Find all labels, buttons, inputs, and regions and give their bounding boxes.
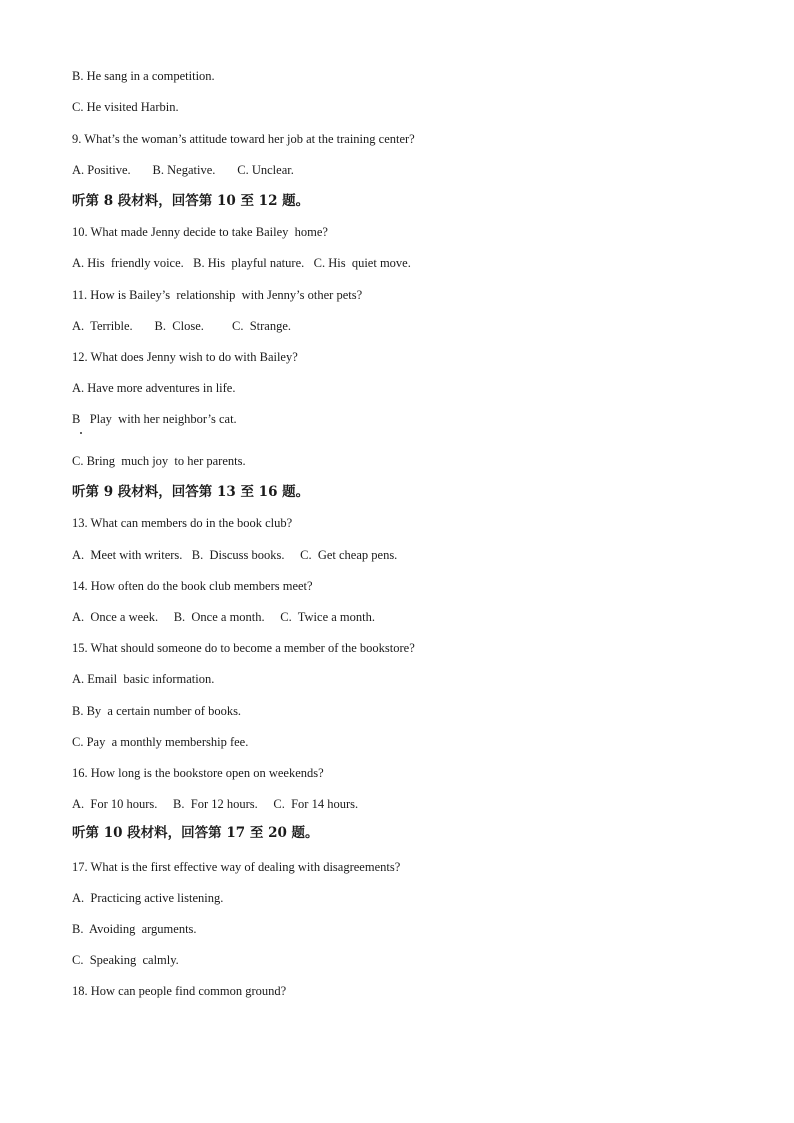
option-b-competition: B. He sang in a competition. [72,69,215,83]
section-heading-9: 听第 9 段材料，回答第 13 至 16 题。 [72,484,310,500]
question-16-options: A. For 10 hours. B. For 12 hours. C. For 14 hours. [72,797,359,811]
question-15-option-b: B. By a certain number of books. [72,704,242,718]
question-13: 13. What can members do in the book club? [72,516,293,530]
question-17-option-b: B. Avoiding arguments. [72,922,197,936]
section-heading-10: 听第 10 段材料，回答第 17 至 20 题。 [72,825,319,841]
question-9-options: A. Positive. B. Negative. C. Unclear. [72,163,294,177]
question-12-option-b: B Play with her neighbor’s cat. [72,412,237,426]
question-12-option-a: A. Have more adventures in life. [72,381,236,395]
section-heading-8: 听第 8 段材料，回答第 10 至 12 题。 [72,193,310,209]
question-12: 12. What does Jenny wish to do with Bailey? [72,350,298,364]
question-10: 10. What made Jenny decide to take Bailey home? [72,225,328,239]
question-10-options: A. His friendly voice. B. His playful nature. C. His quiet move. [72,256,411,270]
question-15: 15. What should someone do to become a member of the bookstore? [72,641,415,655]
question-17-option-c: C. Speaking calmly. [72,953,179,967]
question-14: 14. How often do the book club members meet? [72,579,313,593]
question-11: 11. How is Bailey’s relationship with Jenny’s other pets? [72,288,363,302]
question-17-option-a: A. Practicing active listening. [72,891,224,905]
question-11-options: A. Terrible. B. Close. C. Strange. [72,319,292,333]
question-15-option-c: C. Pay a monthly membership fee. [72,735,249,749]
question-15-option-a: A. Email basic information. [72,672,215,686]
question-18: 18. How can people find common ground? [72,984,287,998]
option-c-harbin: C. He visited Harbin. [72,100,179,114]
question-17: 17. What is the first effective way of dealing with disagreements? [72,860,401,874]
question-9: 9. What’s the woman’s attitude toward her job at the training center? [72,132,415,146]
question-14-options: A. Once a week. B. Once a month. C. Twice a month. [72,610,375,624]
stray-dot-mark [80,432,82,434]
question-12-option-c: C. Bring much joy to her parents. [72,454,246,468]
question-16: 16. How long is the bookstore open on weekends? [72,766,324,780]
question-13-options: A. Meet with writers. B. Discuss books. C. Get cheap pens. [72,548,398,562]
